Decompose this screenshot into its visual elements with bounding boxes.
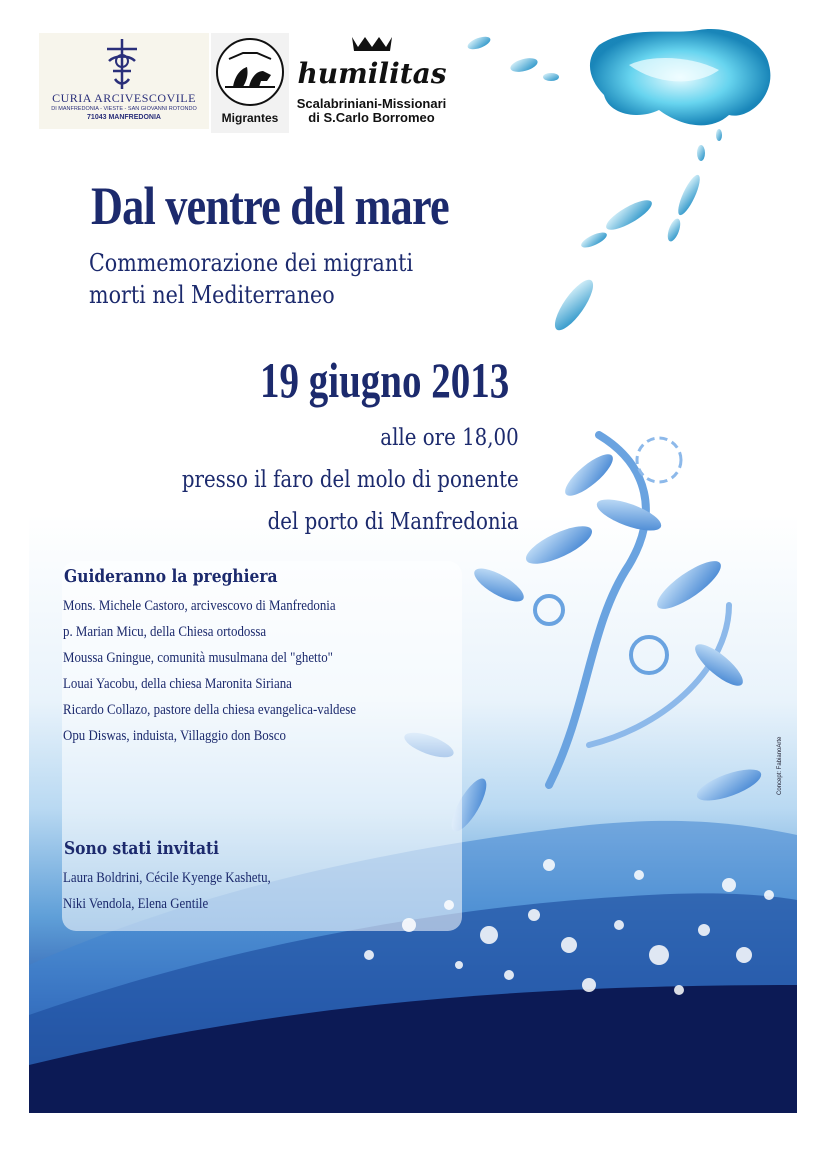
poster-title: Dal ventre del mare bbox=[91, 176, 449, 236]
migrantes-label: Migrantes bbox=[221, 111, 279, 125]
curia-address: 71043 MANFREDONIA bbox=[87, 114, 161, 121]
list-item: Niki Vendola, Elena Gentile bbox=[63, 896, 209, 912]
artist-credit: Concept: FabianoArte bbox=[777, 736, 783, 795]
event-place: presso il faro del molo di ponente bbox=[182, 467, 519, 493]
event-port: del porto di Manfredonia bbox=[267, 509, 519, 535]
list-item: Mons. Michele Castoro, arcivescovo di Manfredonia bbox=[63, 598, 336, 614]
list-item: Moussa Gningue, comunità musulmana del "ghetto" bbox=[63, 650, 333, 666]
invited-heading: Sono stati invitati bbox=[64, 838, 220, 859]
subtitle-line-1: Commemorazione dei migranti bbox=[89, 249, 414, 277]
poster bbox=[29, 25, 797, 1113]
list-item: p. Marian Micu, della Chiesa ortodossa bbox=[63, 624, 267, 640]
event-date: 19 giugno 2013 bbox=[260, 352, 510, 408]
event-details bbox=[127, 417, 519, 543]
humilitas-line-1: Scalabriniani-Missionari bbox=[296, 96, 447, 111]
humilitas-wordmark: humilitas bbox=[297, 57, 447, 90]
list-item: Laura Boldrini, Cécile Kyenge Kashetu, bbox=[63, 870, 271, 886]
crown-icon bbox=[297, 33, 447, 93]
curia-logo bbox=[39, 33, 209, 129]
humilitas-line-2: di S.Carlo Borromeo bbox=[308, 110, 435, 125]
prayer-heading: Guideranno la preghiera bbox=[64, 566, 278, 587]
humilitas-name bbox=[294, 97, 449, 125]
curia-name: CURIA ARCIVESCOVILE bbox=[52, 91, 196, 105]
holy-family-icon bbox=[215, 37, 285, 107]
list-item: Opu Diswas, induista, Villaggio don Bosco bbox=[63, 728, 286, 744]
prayer-list bbox=[63, 593, 404, 749]
list-item: Louai Yacobu, della chiesa Maronita Siriana bbox=[63, 676, 292, 692]
humilitas-logo bbox=[294, 33, 449, 133]
list-item: Ricardo Collazo, pastore della chiesa evangelica-valdese bbox=[63, 702, 356, 718]
logo-bar bbox=[39, 33, 449, 129]
poster-subtitle bbox=[89, 247, 413, 311]
coat-of-arms-icon bbox=[99, 37, 145, 91]
subtitle-line-2: morti nel Mediterraneo bbox=[89, 281, 335, 309]
event-time: alle ore 18,00 bbox=[380, 425, 519, 451]
curia-subtitle: DI MANFREDONIA - VIESTE - SAN GIOVANNI ROTONDO bbox=[51, 106, 197, 112]
invited-list bbox=[63, 865, 305, 917]
migrantes-logo bbox=[211, 33, 289, 133]
